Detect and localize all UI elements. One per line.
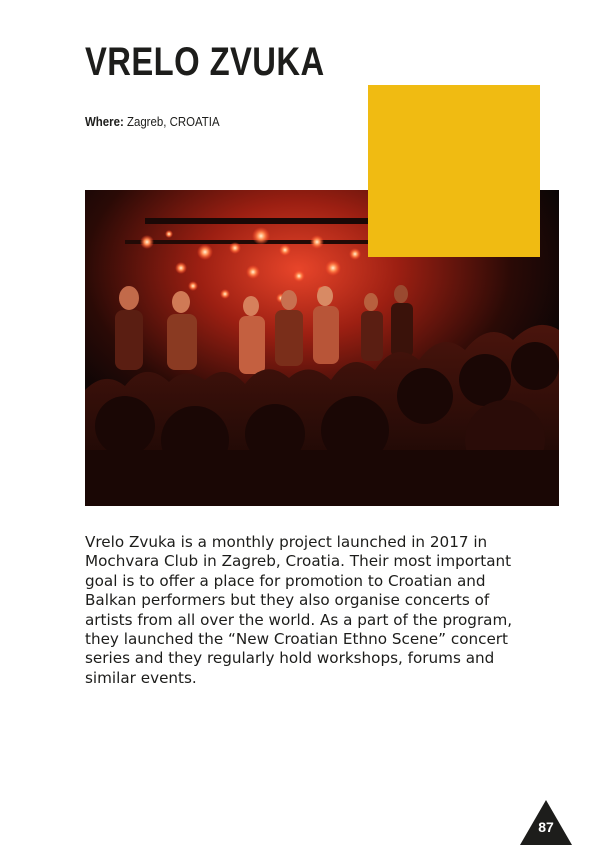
description-line: Balkan performers but they also organise concerts of	[85, 591, 490, 610]
description-line: artists from all over the world. As a part of the program,	[85, 610, 513, 629]
accent-square	[368, 85, 540, 257]
description-line: similar events.	[85, 668, 197, 687]
description-line: goal is to offer a place for promotion to Croatian and	[85, 571, 486, 590]
page-title: VRELO ZVUKA	[85, 40, 325, 84]
description-line: series and they regularly hold workshops, forums and	[85, 649, 495, 668]
description-line: Mochvara Club in Zagreb, Croatia. Their most important	[85, 552, 512, 571]
page-number: 87	[538, 819, 554, 835]
description-line: Vrelo Zvuka is a monthly project launched in 2017 in	[85, 533, 488, 551]
page-number-badge	[520, 800, 572, 845]
location-line	[85, 114, 220, 129]
location-value: Zagreb, CROATIA	[126, 114, 220, 129]
location-label: Where:	[85, 114, 124, 129]
description-line: they launched the “New Croatian Ethno Scene” concert	[85, 630, 509, 649]
description	[85, 533, 555, 688]
